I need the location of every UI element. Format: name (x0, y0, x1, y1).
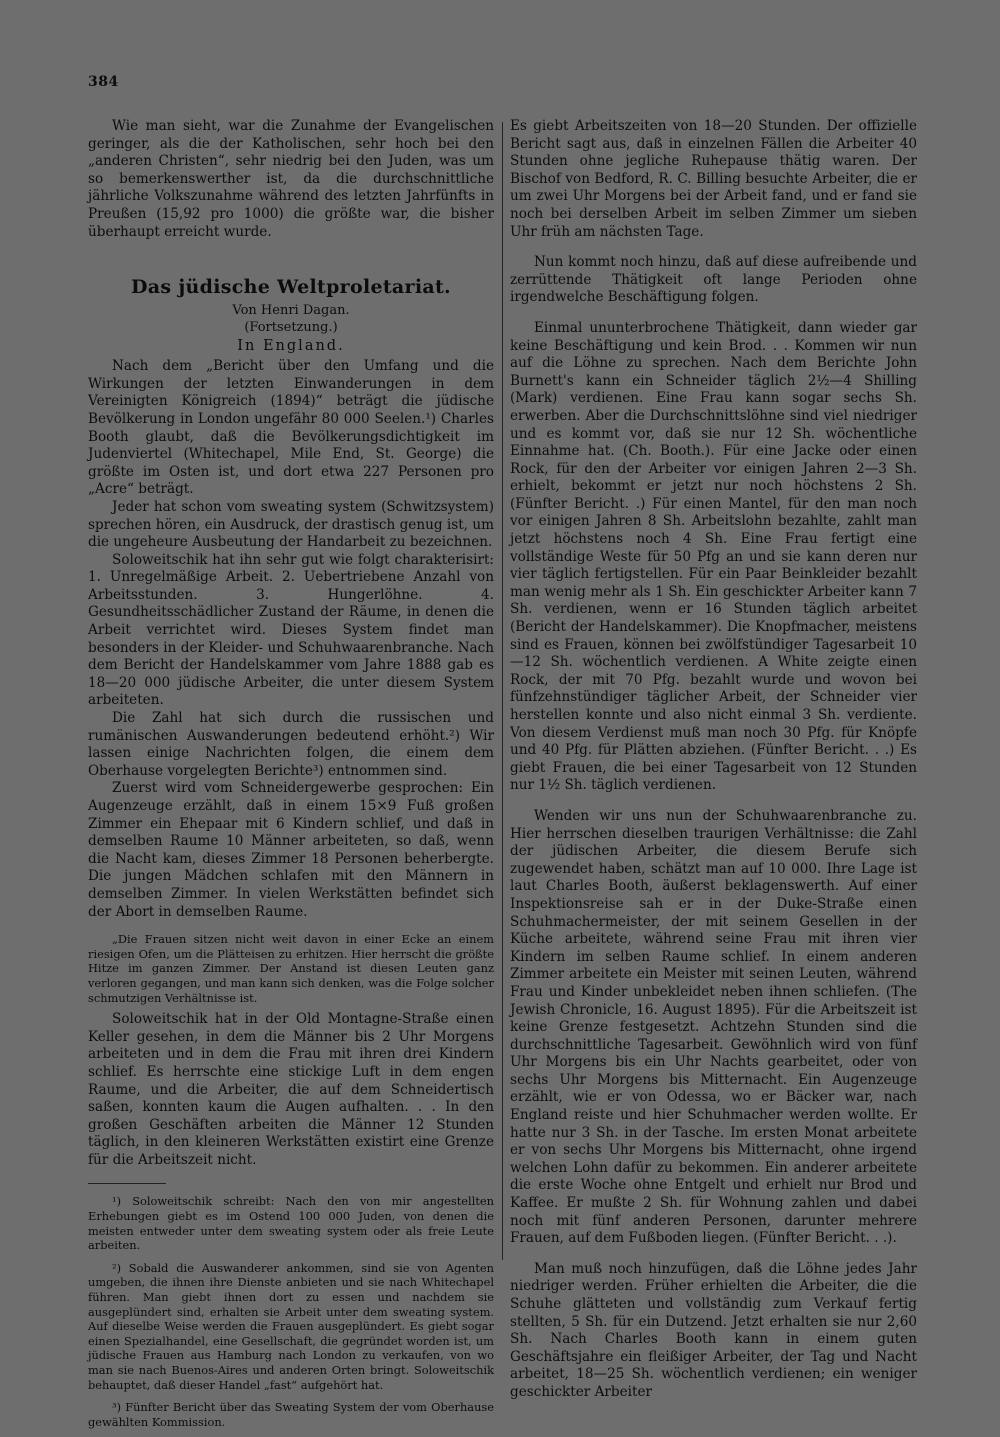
body-paragraph: Wenden wir uns nun der Schuhwaarenbranche zu. Hier herrschen dieselben traurigen Verhältnisse: die Zahl der jüdischen Arbeiter, die diesem Berufe sich zugewendet haben, schätzt man auf 10 000. Ihre Lage ist laut Charles Booth, äußerst beklagenswerth. Auf einer Inspektionsreise sah er in der Duke-Straße einen Schuhmachermeister, der mit seinem Gesellen in der Küche arbeitete, während seine Frau mit ihren vier Kindern im selben Raume schlief. In einem anderen Zimmer arbeitete ein Meister mit seinen Leuten, während Frau und Kinder unbekleidet neben ihnen schliefen. (The Jewish Chronicle, 16. August 1895). Für die Arbeitszeit ist keine Grenze festgesetzt. Achtzehn Stunden sind die durchschnittliche Tagesarbeit. Gewöhnlich wird von fünf Uhr Morgens bis ein Uhr Nachts gearbeitet, oder von sechs Uhr Morgens bis Mitternacht. Ein Augenzeuge erzählt, wie er von Odessa, wo er Bäcker war, nach England reiste und hier Schuhmacher werden wollte. Er hatte nur 3 Sh. in der Tasche. Im ersten Monat arbeitete er von sechs Uhr Morgens bis Mitternacht, ohne irgend welchen Lohn dafür zu bekommen. Ein anderer arbeitete die erste Woche ohne Entgelt und erhielt nur Brod und Kaffee. Er mußte 2 Sh. für Wohnung zahlen und dabei noch mit fünf anderen Personen, darunter mehrere Frauen, auf dem Fußboden liegen. (Fünfter Bericht. . .). (510, 807, 917, 1247)
footnote-separator (88, 1183, 166, 1184)
column-divider (502, 122, 503, 1260)
continuation-note: (Fortsetzung.) (244, 320, 338, 336)
left-column (88, 118, 494, 1437)
body-paragraph: Es giebt Arbeitszeiten von 18—20 Stunden. Der offizielle Bericht sagt aus, daß in einzelnen Fällen die Arbeiter 40 Stunden ohne jegliche Ruhepause thätig waren. Der Bischof von Bedford, R. C. Billing besuchte Arbeiter, die er um zwei Uhr Morgens bei der Arbeit fand, und er fand sie noch bei derselben Arbeit im selben Zimmer um sieben Uhr früh am nächsten Tage. (510, 118, 917, 240)
right-column (510, 118, 917, 1402)
body-paragraph: Einmal ununterbrochene Thätigkeit, dann wieder gar keine Beschäftigung und kein Brod. . . Kommen wir nun auf die Löhne zu sprechen. Nach dem Berichte John Burnett's kann ein Schneider täglich 2½—4 Shilling (Mark) verdienen. Eine Frau kann sogar sechs Sh. erwerben. Aber die Durchschnittslöhne sind viel niedriger und es kommt vor, daß sie nur 12 Sh. wöchentliche Einnahme hat. (Ch. Booth.). Für eine Jacke oder einen Rock, für den der Arbeiter vor einigen Jahren 2—3 Sh. erhielt, bekommt er jetzt nur noch höchstens 2 Sh. (Fünfter Bericht. .) Für einen Mantel, für den man noch vor einigen Jahren 8 Sh. Arbeitslohn bezahlte, zahlt man jetzt höchstens noch 4 Sh. Eine Frau fertigt eine vollständige Weste für 50 Pfg an und sie kann deren nur vier täglich fertigstellen. Für ein Paar Beinkleider bezahlt man wenig mehr als 1 Sh. Ein geschickter Arbeiter kann 7 Sh. verdienen, wenn er 16 Stunden täglich arbeitet (Bericht der Handelskammer). Die Knopfmacher, meistens sind es Frauen, können bei zwölfstündiger Tagesarbeit 10—12 Sh. wöchentlich verdienen. A White zeigte einen Rock, der mit 70 Pfg. bezahlt wurde und wovon bei fünfzehnstündiger täglicher Arbeit, der Schneider vier herstellen konnte und also nicht einmal 3 Sh. verdiente. Von diesem Verdienst muß man noch 30 Pfg. für Knöpfe und 40 Pfg. für Plätten abziehen. (Fünfter Bericht. . .) Es giebt Frauen, die bei einer Tagesarbeit von 12 Stunden nur 1½ Sh. täglich verdienen. (510, 319, 917, 794)
intro-paragraph: Wie man sieht, war die Zunahme der Evangelischen geringer, als die der Katholischen, sehr hoch bei den „anderen Christen“, sehr niedrig bei den Juden, was um so bemerkenswerther ist, da die durchschnittliche jährliche Volkszunahme während des letzten Jahrfünfts in Preußen (15,92 pro 1000) die größte war, die bisher überhaupt erreicht wurde. (88, 118, 494, 240)
page-number: 384 (88, 74, 119, 90)
body-paragraph: Die Zahl hat sich durch die russischen und rumänischen Auswanderungen bedeutend erhöht.²) Wir lassen einige Nachrichten folgen, die einem dem Oberhause vorgelegten Berichte³) entnommen sind. (88, 710, 494, 779)
section-heading: In England. (237, 338, 345, 355)
body-paragraph: Soloweitschik hat in der Old Montagne-Straße einen Keller gesehen, in dem die Männer bis 2 Uhr Morgens arbeiteten und in dem die Frau mit ihren drei Kindern schlief. Es herrschte eine stickige Luft in dem engen Raume, und die Arbeiter, die auf dem Schneidertisch saßen, konnten kaum die Augen aufhalten. . . In den großen Geschäften arbeiten die Männer 12 Stunden täglich, in den kleineren Werkstätten existirt eine Grenze für die Arbeitszeit nicht. (88, 1011, 494, 1168)
body-paragraph: Man muß noch hinzufügen, daß die Löhne jedes Jahr niedriger werden. Früher erhielten die Arbeiter, die die Schuhe glätteten und vollständig zum Verkauf fertig stellten, 5 Sh. für ein Dutzend. Jetzt erhalten sie nur 2,60 Sh. Nach Charles Booth kann in einem guten Geschäftsjahre ein fleißiger Arbeiter, der Tag und Nacht arbeitet, 18—25 Sh. wöchentlich verdienen; ein weniger geschickter Arbeiter (510, 1260, 917, 1400)
footnote: ³) Fünfter Bericht über das Sweating System der vom Oberhause gewählten Kommission. (88, 1400, 494, 1429)
block-quote: „Die Frauen sitzen nicht weit davon in einer Ecke an einem riesigen Ofen, um die Plätteisen zu erhitzen. Hier herrscht die größte Hitze im ganzen Zimmer. Der Anstand ist diesen Leuten ganz verloren gegangen, und man kann sich denken, was die Folge solcher schmutzigen Verhältnisse ist. (88, 932, 494, 1005)
body-paragraph: Nun kommt noch hinzu, daß auf diese aufreibende und zerrüttende Thätigkeit oft lange Perioden ohne irgendwelche Beschäftigung folgen. (510, 254, 917, 306)
body-paragraph: Zuerst wird vom Schneidergewerbe gesprochen: Ein Augenzeuge erzählt, daß in einem 15×9 Fuß großen Zimmer ein Ehepaar mit 6 Kindern schlief, und daß in demselben Raume 10 Männer arbeiteten, so daß, wenn die Nacht kam, dieses Zimmer 18 Personen beherbergte. Die jungen Mädchen schlafen mit den Männern in demselben Zimmer. In vielen Werkstätten befindet sich der Abort in demselben Raume. (88, 780, 494, 920)
footnote: ¹) Soloweitschik schreibt: Nach den von mir angestellten Erhebungen giebt es im Ostend 100 000 Juden, von denen die meisten entweder unter dem sweating system oder als freie Leute arbeiten. (88, 1194, 494, 1253)
body-paragraph: Jeder hat schon vom sweating system (Schwitzsystem) sprechen hören, ein Ausdruck, der drastisch genug ist, um die ungeheure Ausbeutung der Handarbeit zu bezeichnen. (88, 498, 494, 551)
article-title: Das jüdische Weltproletariat. (131, 276, 451, 299)
byline: Von Henri Dagan. (232, 303, 350, 319)
body-paragraph: Soloweitschik hat ihn sehr gut wie folgt charakterisirt: 1. Unregelmäßige Arbeit. 2. Uebertriebene Anzahl von Arbeitsstunden. 3. Hungerlöhne. 4. Gesundheitsschädlicher Zustand der Räume, in denen die Arbeit verrichtet wird. Dieses System findet man besonders in der Kleider- und Schuhwaarenbranche. Nach dem Bericht der Handelskammer vom Jahre 1888 gab es 18—20 000 jüdische Arbeiter, die unter diesem System arbeiteten. (88, 551, 494, 709)
footnote: ²) Sobald die Auswanderer ankommen, sind sie von Agenten umgeben, die ihnen ihre Dienste anbieten und sie nach Whitechapel führen. Man giebt ihnen dort zu essen und nachdem sie ausgeplündert sind, erhalten sie Arbeit unter dem sweating system. Auf dieselbe Weise werden die Frauen ausgeplündert. Es giebt sogar einen Spezialhandel, eine Gesellschaft, die gegründet worden ist, um jüdische Frauen aus Hamburg nach London zu verkaufen, von wo man sie nach Buenos-Aires und anderen Orten bringt. Soloweitschik behauptet, daß dieser Handel „fast“ aufgehört hat. (88, 1260, 494, 1392)
body-paragraph: Nach dem „Bericht über den Umfang und die Wirkungen der letzten Einwanderungen in dem Vereinigten Königreich (1894)“ beträgt die jüdische Bevölkerung in London ungefähr 80 000 Seelen.¹) Charles Booth glaubt, daß die Bevölkerungsdichtigkeit im Judenviertel (Whitechapel, Mile End, St. George) die größte im Osten ist, und dort etwa 227 Personen pro „Acre“ beträgt. (88, 358, 494, 498)
